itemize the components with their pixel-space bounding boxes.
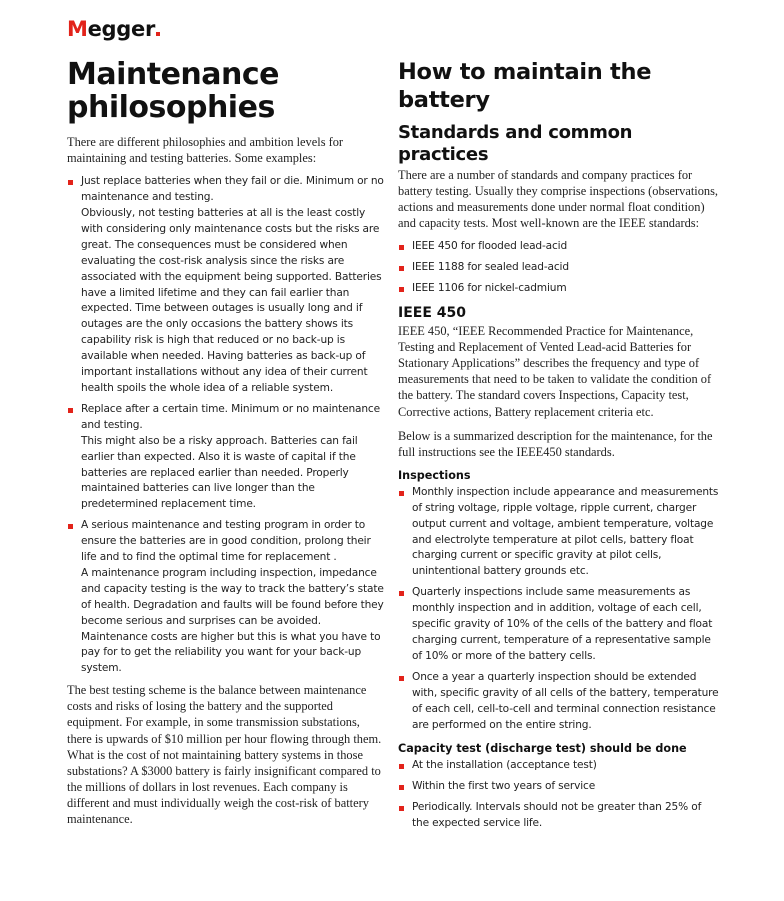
bullet-icon	[68, 524, 73, 529]
intro-paragraph: There are different philosophies and ambition levels for maintaining and testing batteries. Some examples:	[67, 135, 344, 166]
item-detail: A maintenance program including inspection, impedance and capacity testing is the way to track the battery’s state of health. Degradation and faults will be found before they become serious and surprises can be avoided. Maintenance costs are higher but this is what you have to pay for to get the reliability you want for your back-up system.	[81, 566, 384, 675]
bullet-icon	[399, 785, 404, 790]
standards-list	[398, 239, 720, 297]
bullet-icon	[399, 806, 404, 811]
ieee450-heading: IEEE 450	[398, 305, 466, 322]
conclusion-paragraph: The best testing scheme is the balance between maintenance costs and risks of losing the battery and the supported equipment. For example, in some transmission substations, there is upwards of $10 million per hour flowing through them. What is the cost of not maintaining battery systems in those substations? A $3000 battery is fairly insignificant compared to the millions of dollars in lost revenues. Each company is different and must individually weigh the cost-risk of battery maintenance.	[67, 683, 382, 827]
ieee450-body: IEEE 450, “IEEE Recommended Practice for Maintenance, Testing and Replacement of Vented Lead-acid Batteries for Stationary Applications” describes the frequency and type of measurements that need to be taken to validate the condition of the battery. The standard covers Inspections, Capacity test, Corrective actions, Battery replacement criteria etc.	[398, 324, 712, 419]
page-title: Maintenance philosophies	[67, 57, 280, 125]
item-text: Once a year a quarterly inspection should be extended with, specific gravity of all cells of the battery, temperature of each cell, cell-to-cell and terminal connection resistance are performed on the entire string.	[412, 670, 719, 731]
list-item	[67, 402, 385, 513]
item-text: Within the first two years of service	[412, 780, 596, 793]
megger-logo	[67, 17, 160, 41]
logo-dot	[156, 32, 160, 36]
item-text: Periodically. Intervals should not be greater than 25% of the expected service life.	[412, 801, 702, 830]
list-item	[398, 779, 720, 795]
logo-initial: M	[67, 17, 88, 41]
standards-heading: Standards and common practices	[398, 122, 633, 165]
capacity-list	[398, 758, 720, 832]
ieee450-summary: Below is a summarized description for the maintenance, for the full instructions see the IEEE450 standards.	[398, 428, 713, 459]
list-item	[398, 260, 720, 276]
philosophy-list	[67, 174, 385, 677]
bullet-icon	[399, 491, 404, 496]
item-detail: This might also be a risky approach. Batteries can fail earlier than expected. Also it is waste of capital if the batteries are replaced earlier than needed. Properly maintained batteries can live longer than the predetermined replacement time.	[81, 434, 358, 511]
item-text: Monthly inspection include appearance and measurements of string voltage, ripple voltage, ripple current, charger output current and voltage, ambient temperature, voltage and electrolyte temperature at pilot cells, battery float charging current or specific gravity at pilot cells, unintentional battery grounds etc.	[412, 485, 719, 578]
item-text: IEEE 450 for flooded lead-acid	[412, 240, 568, 253]
list-item	[398, 585, 720, 665]
list-item	[398, 800, 720, 832]
item-text: IEEE 1188 for sealed lead-acid	[412, 261, 569, 274]
list-item	[398, 239, 720, 255]
bullet-icon	[399, 266, 404, 271]
inspections-list	[398, 485, 720, 734]
bullet-icon	[399, 287, 404, 292]
inspections-heading: Inspections	[398, 468, 471, 482]
bullet-icon	[399, 676, 404, 681]
list-item	[398, 758, 720, 774]
item-text: Quarterly inspections include same measurements as monthly inspection and in addition, voltage of each cell, specific gravity of 10% of the cells of the battery and float charging current, temperature of a representative sample of 10% or more of the battery cells.	[412, 586, 713, 662]
bullet-icon	[399, 764, 404, 769]
item-detail: Obviously, not testing batteries at all is the least costly with considering only maintenance costs but the risks are great. The consequences must be considered when evaluating the cost-risk analysis since the risks are associated with the equipment being supported. Batteries have a limited lifetime and they can fail earlier than expected. Time between outages is usually long and if outages are the only occasions the battery shows its capability risk is high that reduced or no back-up is available when needed. Having batteries as back-up of important installations without any idea of their current health spoils the whole idea of a reliable system.	[81, 207, 382, 394]
item-lead: Replace after a certain time. Minimum or no maintenance and testing.	[81, 402, 380, 431]
list-item	[398, 485, 720, 580]
list-item	[67, 518, 385, 677]
item-text: At the installation (acceptance test)	[412, 759, 597, 772]
item-lead: A serious maintenance and testing program in order to ensure the batteries are in good condition, prolong their life and to find the optimal time for replacement .	[81, 519, 371, 564]
list-item	[398, 670, 720, 734]
item-text: IEEE 1106 for nickel-cadmium	[412, 282, 567, 295]
right-column	[398, 58, 720, 837]
section-title: How to maintain the battery	[398, 59, 652, 113]
bullet-icon	[68, 408, 73, 413]
logo-rest: egger	[87, 17, 156, 41]
bullet-icon	[399, 591, 404, 596]
bullet-icon	[399, 245, 404, 250]
left-column	[67, 58, 385, 835]
list-item	[67, 174, 385, 397]
item-lead: Just replace batteries when they fail or die. Minimum or no maintenance and testing.	[81, 175, 384, 204]
capacity-heading: Capacity test (discharge test) should be done	[398, 742, 687, 756]
list-item	[398, 281, 720, 297]
bullet-icon	[68, 180, 73, 185]
standards-intro: There are a number of standards and company practices for battery testing. Usually they comprise inspections (observations, actions and measurements done under normal float condition) and capacity tests. Most well-known are the IEEE standards:	[398, 168, 719, 231]
